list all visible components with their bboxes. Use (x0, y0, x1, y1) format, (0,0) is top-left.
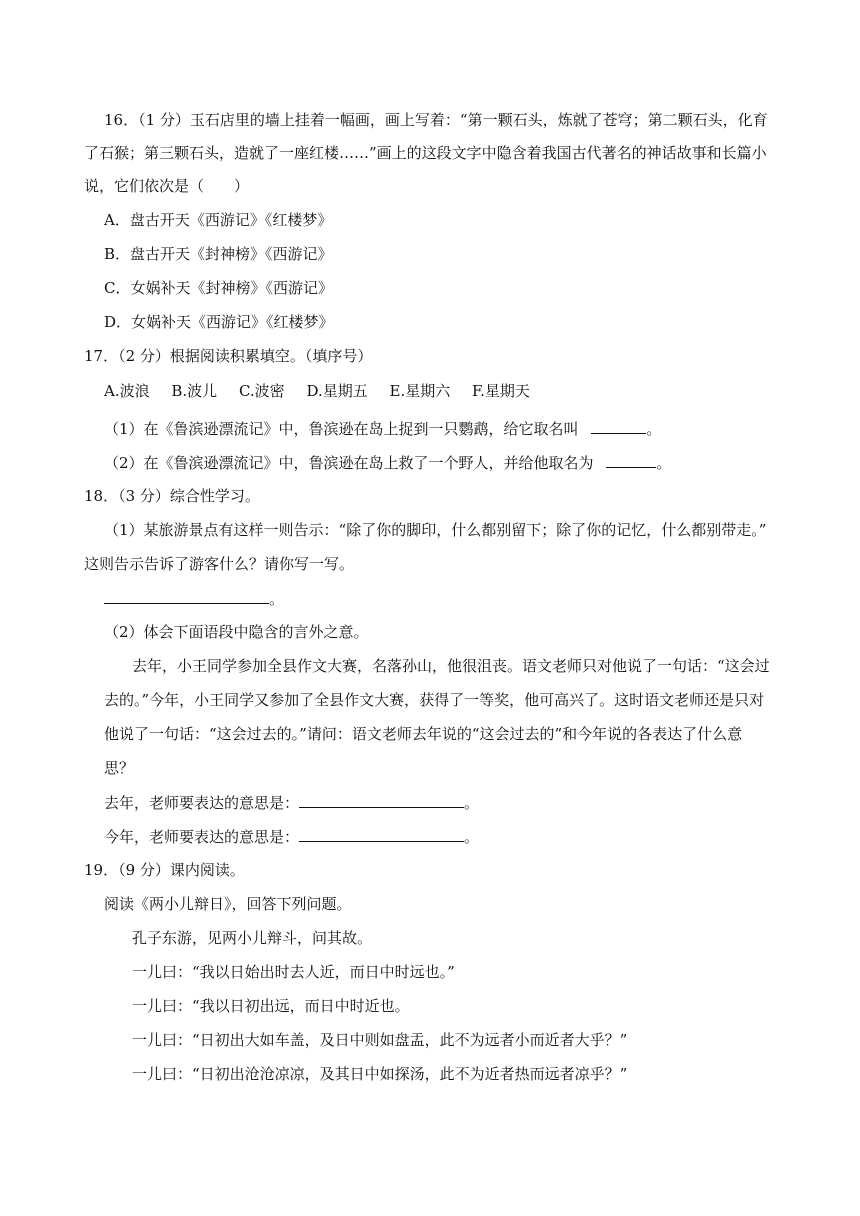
q19-text-line-5: 一儿曰：“日初出沧沧凉凉，及其日中如探汤，此不为近者热而远者凉乎？” (132, 1065, 628, 1083)
q17-choice-a: A.波浪 (104, 382, 150, 400)
q17-choices (104, 381, 530, 401)
q19-text-line-3: 一儿曰：“我以日初出远，而日中时近也。 (132, 997, 410, 1015)
q18-this-year-answer-blank[interactable] (299, 826, 464, 842)
q16-option-d: D．女娲补天《西游记》《红楼梦》 (104, 313, 334, 331)
q18-sub-1-answer (104, 588, 284, 608)
q18-sub-2: （2）体会下面语段中隐含的言外之意。 (104, 623, 369, 641)
q17-choice-e: E.星期六 (389, 382, 451, 400)
q19-stem: 19．（9 分）课内阅读。 (84, 861, 245, 879)
q17-sub-2 (104, 452, 671, 472)
q18-sub-1-line-2: 这则告示告诉了游客什么？请你写一写。 (84, 555, 355, 573)
q18-last-year-end: 。 (464, 794, 480, 812)
q16-stem-line-2: 了石猴；第三颗石头，造就了一座红楼……”画上的这段文字中隐含着我国古代著名的神话故事和长篇小 (84, 144, 767, 162)
q18-stem: 18．（3 分）综合性学习。 (84, 487, 260, 505)
q16-stem-line-1: 16．（1 分）玉石店里的墙上挂着一幅画，画上写着：“第一颗石头，炼就了苍穹；第二颗石头，化育 (104, 111, 768, 129)
q17-sub-2-text: （2）在《鲁滨逊漂流记》中，鲁滨逊在岛上救了一个野人，并给他取名为 (104, 454, 594, 472)
q16-option-b: B．盘古开天《封神榜》《西游记》 (104, 245, 333, 263)
q17-choice-f: F.星期天 (472, 382, 530, 400)
q17-sub-1-answer-blank[interactable] (591, 418, 646, 434)
q19-text-line-4: 一儿曰：“日初出大如车盖，及日中则如盘盂，此不为远者小而近者大乎？” (132, 1031, 628, 1049)
q16-option-a: A．盘古开天《西游记》《红楼梦》 (104, 211, 333, 229)
q18-paragraph-line-3: 他说了一句话：“这会过去的。”请问：语文老师去年说的“这会过去的”和今年说的各表达了什么意 (104, 725, 743, 743)
q17-sub-2-answer-blank[interactable] (606, 452, 656, 468)
q17-stem: 17．（2 分）根据阅读积累填空。（填序号） (84, 347, 373, 365)
q17-choice-b: B.波儿 (171, 382, 218, 400)
q19-text-line-1: 孔子东游，见两小儿辩斗，问其故。 (132, 929, 373, 947)
q18-last-year (104, 792, 479, 812)
q18-sub-1-answer-blank[interactable] (104, 588, 269, 604)
q18-this-year-end: 。 (464, 828, 480, 846)
q18-sub-1-line-1: （1）某旅游景点有这样一则告示：“除了你的脚印，什么都别留下；除了你的记忆，什么都别带走。” (104, 521, 767, 539)
q18-paragraph-line-1: 去年，小王同学参加全县作文大赛，名落孙山，他很沮丧。语文老师只对他说了一句话：“这会过 (132, 657, 770, 675)
q17-choice-c: C.波密 (238, 382, 285, 400)
q16-stem-line-3: 说，它们依次是（ ） (84, 177, 250, 195)
q19-intro: 阅读《两小儿辩日》，回答下列问题。 (104, 895, 352, 913)
q17-sub-1-text: （1）在《鲁滨逊漂流记》中，鲁滨逊在岛上捉到一只鹦鹉，给它取名叫 (104, 420, 579, 438)
q18-paragraph-line-2: 去的。”今年，小王同学又参加了全县作文大赛，获得了一等奖，他可高兴了。这时语文老师还是只对 (104, 691, 765, 709)
q18-paragraph-line-4: 思？ (104, 759, 135, 777)
q18-last-year-answer-blank[interactable] (299, 792, 464, 808)
q16-option-c: C．女娲补天《封神榜》《西游记》 (104, 279, 333, 297)
q18-sub-1-end: 。 (269, 590, 285, 608)
q17-sub-1 (104, 418, 661, 438)
q17-sub-1-end: 。 (646, 420, 662, 438)
q18-this-year (104, 826, 479, 846)
q18-this-year-label: 今年，老师要表达的意思是： (104, 828, 300, 846)
q17-choice-d: D.星期五 (306, 382, 368, 400)
q18-last-year-label: 去年，老师要表达的意思是： (104, 794, 300, 812)
q19-text-line-2: 一儿曰：“我以日始出时去人近，而日中时远也。” (132, 963, 455, 981)
q17-sub-2-end: 。 (656, 454, 672, 472)
